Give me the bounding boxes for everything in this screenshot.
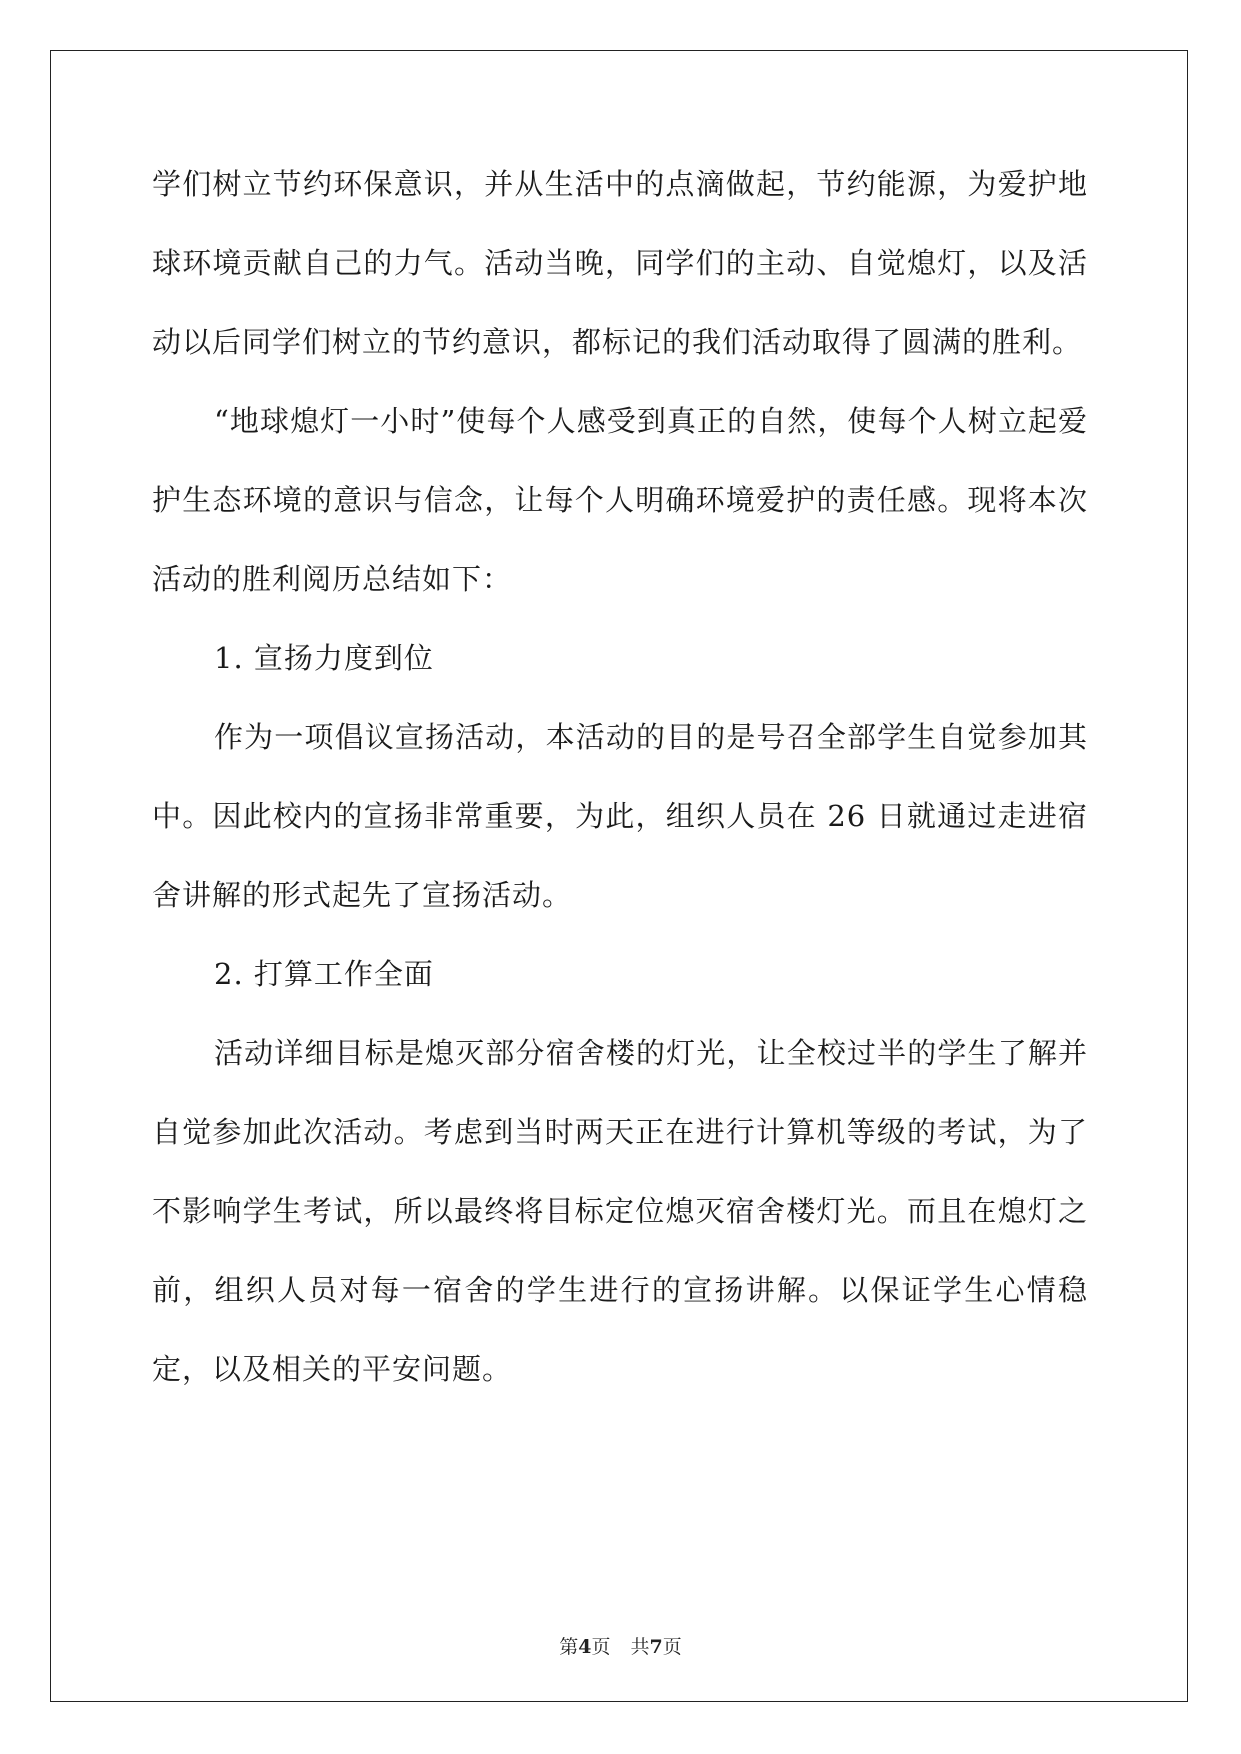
section-heading-1: 1. 宣扬力度到位 [214,641,434,675]
footer-total-suffix: 页 [662,1636,682,1658]
paragraph-4: 活动详细目标是熄灭部分宿舍楼的灯光，让全校过半的学生了解并自觉参加此次活动。考虑到当时两天正在进行计算机等级的考试，为了不影响学生考试，所以最终将目标定位熄灭宿舍楼灯光。而且在熄灯之前，组织人员对每一宿舍的学生进行的宣扬讲解。以保证学生心情稳定，以及相关的平安问题。 [152,1036,1088,1386]
section-heading-2: 2. 打算工作全面 [214,957,434,991]
paragraph-3: 作为一项倡议宣扬活动，本活动的目的是号召全部学生自觉参加其中。因此校内的宣扬非常重要，为此，组织人员在 26 日就通过走进宿舍讲解的形式起先了宣扬活动。 [152,720,1088,912]
paragraph-1: 学们树立节约环保意识，并从生活中的点滴做起，节约能源，为爱护地球环境贡献自己的力气。活动当晚，同学们的主动、自觉熄灯，以及活动以后同学们树立的节约意识，都标记的我们活动取得了圆满的胜利。 [152,167,1088,359]
paragraph-2: “地球熄灯一小时”使每个人感受到真正的自然，使每个人树立起爱护生态环境的意识与信念，让每个人明确环境爱护的责任感。现将本次活动的胜利阅历总结如下： [152,404,1088,596]
page-footer [0,1632,1241,1659]
footer-total-prefix: 共 [630,1636,650,1658]
total-pages-number: 7 [649,1636,663,1658]
current-page-number: 4 [578,1636,592,1658]
footer-page-suffix: 页 [591,1636,611,1658]
document-body [152,145,1088,1409]
footer-prefix: 第 [559,1636,579,1658]
